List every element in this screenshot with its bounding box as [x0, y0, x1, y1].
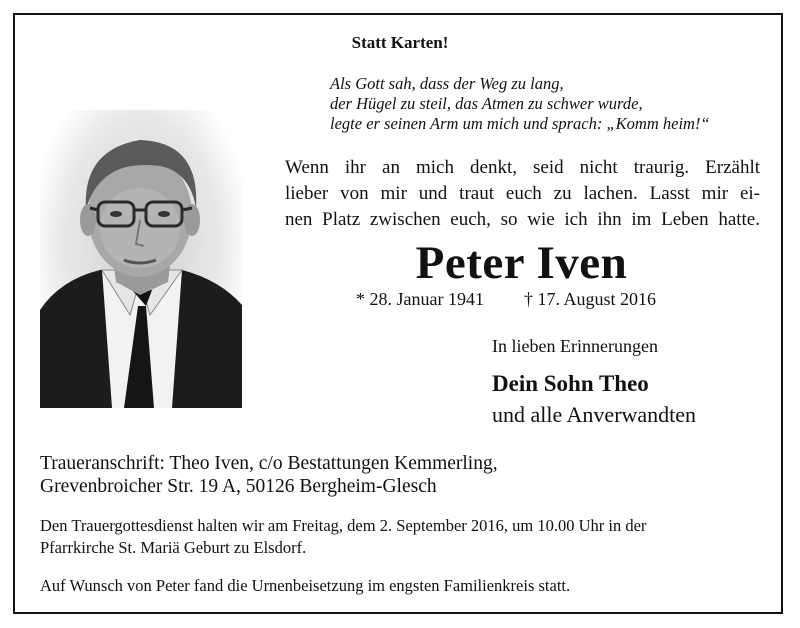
quote-line: Wenn ihr an mich denkt, seid nicht traurig. Erzählt: [285, 157, 760, 178]
address-line: Grevenbroicher Str. 19 A, 50126 Bergheim-Glesch: [40, 476, 437, 497]
header-statt-karten: Statt Karten!: [351, 33, 449, 52]
life-dates: [356, 289, 656, 310]
quote-line: lieber von mir und traut euch zu lachen. Lasst mir ei-: [285, 183, 760, 204]
quote: [285, 155, 760, 233]
urn-burial-note: Auf Wunsch von Peter fand die Urnenbeisetzung im engsten Familienkreis statt.: [40, 576, 571, 595]
memory-line: In lieben Erinnerungen: [492, 336, 658, 356]
poem-line: Als Gott sah, dass der Weg zu lang,: [330, 74, 564, 93]
address-line: Traueranschrift: Theo Iven, c/o Bestattungen Kemmerling,: [40, 453, 498, 474]
poem-line: der Hügel zu steil, das Atmen zu schwer wurde,: [330, 94, 643, 113]
birth-date: * 28. Januar 1941: [356, 289, 484, 309]
mourner-relatives: und alle Anverwandten: [492, 402, 697, 427]
quote-line: nen Platz zwischen euch, so wie ich ihn im Leben hatte.: [285, 209, 760, 230]
service-line: Pfarrkirche St. Mariä Geburt zu Elsdorf.: [40, 538, 307, 557]
mourning-address: [40, 452, 498, 498]
mourner-son: Dein Sohn Theo: [492, 371, 649, 396]
service-line: Den Trauergottesdienst halten wir am Freitag, dem 2. September 2016, um 10.00 Uhr in der: [40, 516, 647, 535]
deceased-name: Peter Iven: [415, 237, 628, 289]
poem-line: legte er seinen Arm um mich und sprach: „Komm heim!“: [330, 114, 710, 133]
poem: [330, 74, 710, 134]
death-date: † 17. August 2016: [523, 289, 656, 309]
service-info: [40, 515, 646, 559]
